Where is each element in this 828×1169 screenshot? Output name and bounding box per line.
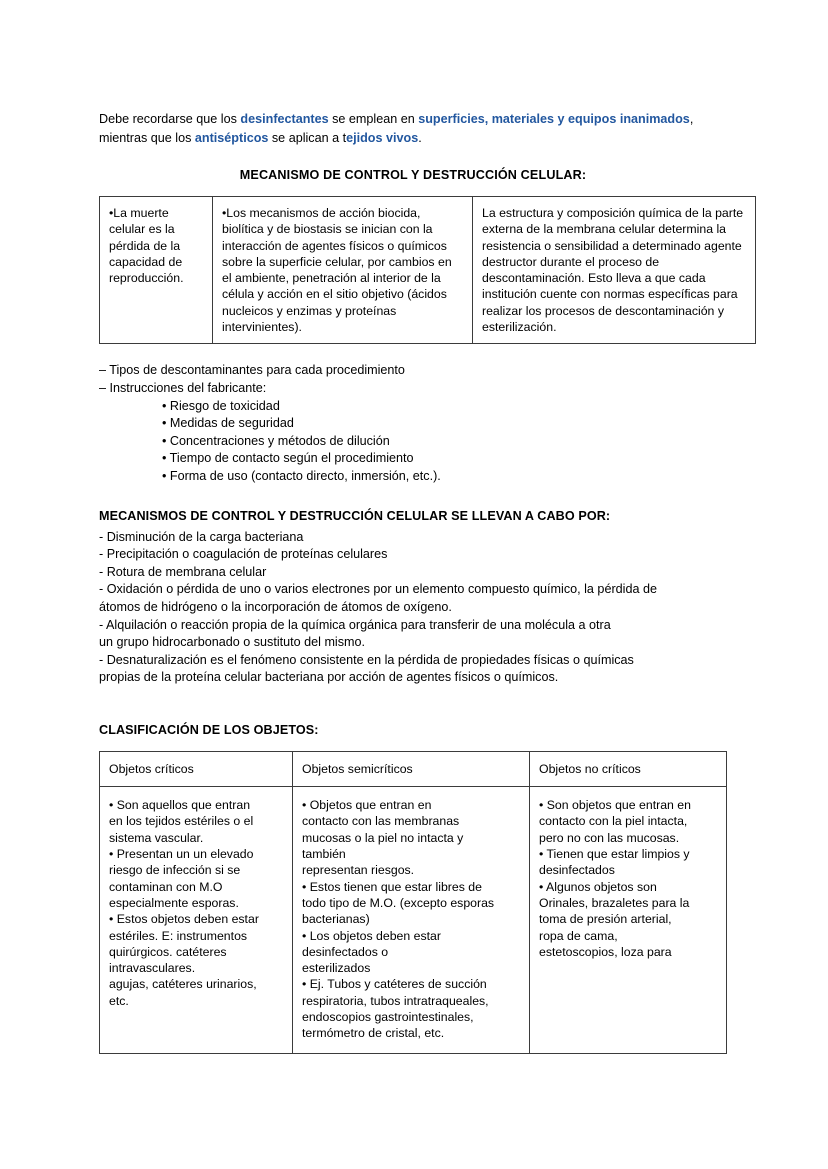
cell-line: ropa de cama, <box>539 928 618 943</box>
heading-mecanismos-llevan-cabo: MECANISMOS DE CONTROL Y DESTRUCCIÓN CELULAR SE LLEVAN A CABO POR: <box>99 508 611 523</box>
intro-text-2: se emplean en <box>328 112 419 126</box>
cell-line: riesgo de infección si se <box>109 863 241 878</box>
cell-line: mucosas o la piel no intacta y <box>302 830 464 845</box>
heading-mecanismo-control: MECANISMO DE CONTROL Y DESTRUCCIÓN CELULAR: <box>239 168 587 182</box>
intro-text-4: se aplican a t <box>268 130 347 145</box>
cell-line: • Estos objetos deben estar <box>109 912 259 927</box>
cell-line: intravasculares. <box>109 961 196 976</box>
cell-line: bacterianas) <box>302 912 370 927</box>
list-item: - Rotura de membrana celular <box>99 564 267 579</box>
cell-estructura-composicion <box>473 197 756 344</box>
list-item: • Riesgo de toxicidad <box>162 398 280 413</box>
cell-line: en los tejidos estériles o el <box>109 814 254 829</box>
cell-objetos-criticos <box>100 787 293 1054</box>
cell-line: pero no con las mucosas. <box>539 830 680 845</box>
list-item: – Instrucciones del fabricante: <box>99 380 267 395</box>
table-mecanismo-control <box>99 196 756 344</box>
cell-text: •La muerte celular es la pérdida de la capacidad de reproducción. <box>109 206 184 286</box>
cell-line: quirúrgicos. catéteres <box>109 944 227 959</box>
intro-text-5: . <box>418 130 422 145</box>
cell-line: también <box>302 847 346 862</box>
cell-line: • Ej. Tubos y catéteres de succión <box>302 977 487 992</box>
cell-mecanismos-accion <box>213 197 473 344</box>
list-item: • Tiempo de contacto según el procedimiento <box>162 451 414 466</box>
cell-line: desinfectados o <box>302 944 389 959</box>
cell-line: especialmente esporas. <box>109 895 239 910</box>
list-item: - Desnaturalización es el fenómeno consistente en la pérdida de propiedades físicas o químicas <box>99 652 634 667</box>
cell-line: contacto con las membranas <box>302 814 460 829</box>
column-header-objetos-no-criticos: Objetos no críticos <box>530 751 727 786</box>
intro-text-3: , mientras que los <box>99 112 694 145</box>
cell-line: sistema vascular. <box>109 830 204 845</box>
cell-line: desinfectados <box>539 863 615 878</box>
list-item: propias de la proteína celular bacteriana por acción de agentes físicos o químicos. <box>99 670 559 685</box>
table-header-row <box>100 751 727 786</box>
cell-line: • Algunos objetos son <box>539 879 657 894</box>
document-content <box>99 110 744 1054</box>
cell-line: endoscopios gastrointestinales, <box>302 1010 474 1025</box>
cell-objetos-semicriticos <box>293 787 530 1054</box>
list-item: • Forma de uso (contacto directo, inmersión, etc.). <box>162 468 441 483</box>
cell-line: • Los objetos deben estar <box>302 928 441 943</box>
heading-clasificacion-objetos: CLASIFICACIÓN DE LOS OBJETOS: <box>99 722 319 737</box>
list-item: - Disminución de la carga bacteriana <box>99 529 304 544</box>
intro-term-tejidos-vivos: ejidos vivos <box>346 130 419 145</box>
cell-muerte-celular <box>100 197 213 344</box>
cell-line: todo tipo de M.O. (excepto esporas <box>302 895 495 910</box>
cell-line: representan riesgos. <box>302 863 415 878</box>
list-item: • Concentraciones y métodos de dilución <box>162 433 390 448</box>
list-item: un grupo hidrocarbonado o sustituto del mismo. <box>99 635 366 650</box>
intro-text-1: Debe recordarse que los <box>99 112 241 126</box>
list-descontaminantes <box>99 362 727 485</box>
list-mecanismos <box>99 529 727 687</box>
intro-paragraph <box>99 110 727 147</box>
cell-line: esterilizados <box>302 961 371 976</box>
list-item: - Alquilación o reacción propia de la química orgánica para transferir de una molécula a otra <box>99 617 611 632</box>
list-item: • Medidas de seguridad <box>162 416 294 431</box>
intro-term-desinfectantes: desinfectantes <box>240 112 329 126</box>
intro-term-superficies: superficies, materiales y equipos inanimados <box>418 112 690 126</box>
column-header-objetos-semicriticos: Objetos semicríticos <box>293 751 530 786</box>
cell-line: contacto con la piel intacta, <box>539 814 688 829</box>
cell-line: toma de presión arterial, <box>539 912 672 927</box>
list-item: - Precipitación o coagulación de proteínas celulares <box>99 547 388 562</box>
cell-line: agujas, catéteres urinarios, <box>109 977 257 992</box>
cell-text: La estructura y composición química de la parte externa de la membrana celular determina la resistencia o sensibilidad a determinado agente destructor durante el proceso de descontaminación. Esto lleva a que cada institución cuente con normas específicas para realizar los procesos de descontaminación y esterilización. <box>482 206 744 335</box>
cell-line: respiratoria, tubos intratraqueales, <box>302 993 489 1008</box>
cell-line: estetoscopios, loza para <box>539 944 672 959</box>
table-row <box>100 787 727 1054</box>
intro-term-antisepticos: antisépticos <box>194 130 269 145</box>
cell-line: contaminan con M.O <box>109 879 223 894</box>
sublist-instrucciones-fabricante <box>99 398 727 486</box>
cell-line: termómetro de cristal, etc. <box>302 1026 445 1041</box>
cell-line: • Son aquellos que entran <box>109 798 251 813</box>
cell-line: • Objetos que entran en <box>302 798 432 813</box>
cell-line: • Tienen que estar limpios y <box>539 847 690 862</box>
cell-line: • Estos tienen que estar libres de <box>302 879 482 894</box>
cell-text: •Los mecanismos de acción biocida, biolítica y de biostasis se inician con la interacción de agentes físicos o químicos sobre la superficie celular, por cambios en el ambiente, penetración al interior de la célula y acción en el sitio objetivo (ácidos nucleicos y enzimas y proteínas intervinientes). <box>222 206 452 335</box>
cell-objetos-no-criticos <box>530 787 727 1054</box>
table-row <box>100 197 756 344</box>
list-item: – Tipos de descontaminantes para cada procedimiento <box>99 363 405 378</box>
table-clasificacion-objetos <box>99 751 727 1054</box>
cell-line: Orinales, brazaletes para la <box>539 895 690 910</box>
cell-line: etc. <box>109 993 129 1008</box>
list-item: - Oxidación o pérdida de uno o varios electrones por un elemento compuesto químico, la pérdida de <box>99 582 657 597</box>
cell-line: • Son objetos que entran en <box>539 798 691 813</box>
list-item: átomos de hidrógeno o la incorporación de átomos de oxígeno. <box>99 599 452 614</box>
column-header-objetos-criticos: Objetos críticos <box>100 751 293 786</box>
cell-line: estériles. E: instrumentos <box>109 928 248 943</box>
cell-line: • Presentan un un elevado <box>109 847 254 862</box>
